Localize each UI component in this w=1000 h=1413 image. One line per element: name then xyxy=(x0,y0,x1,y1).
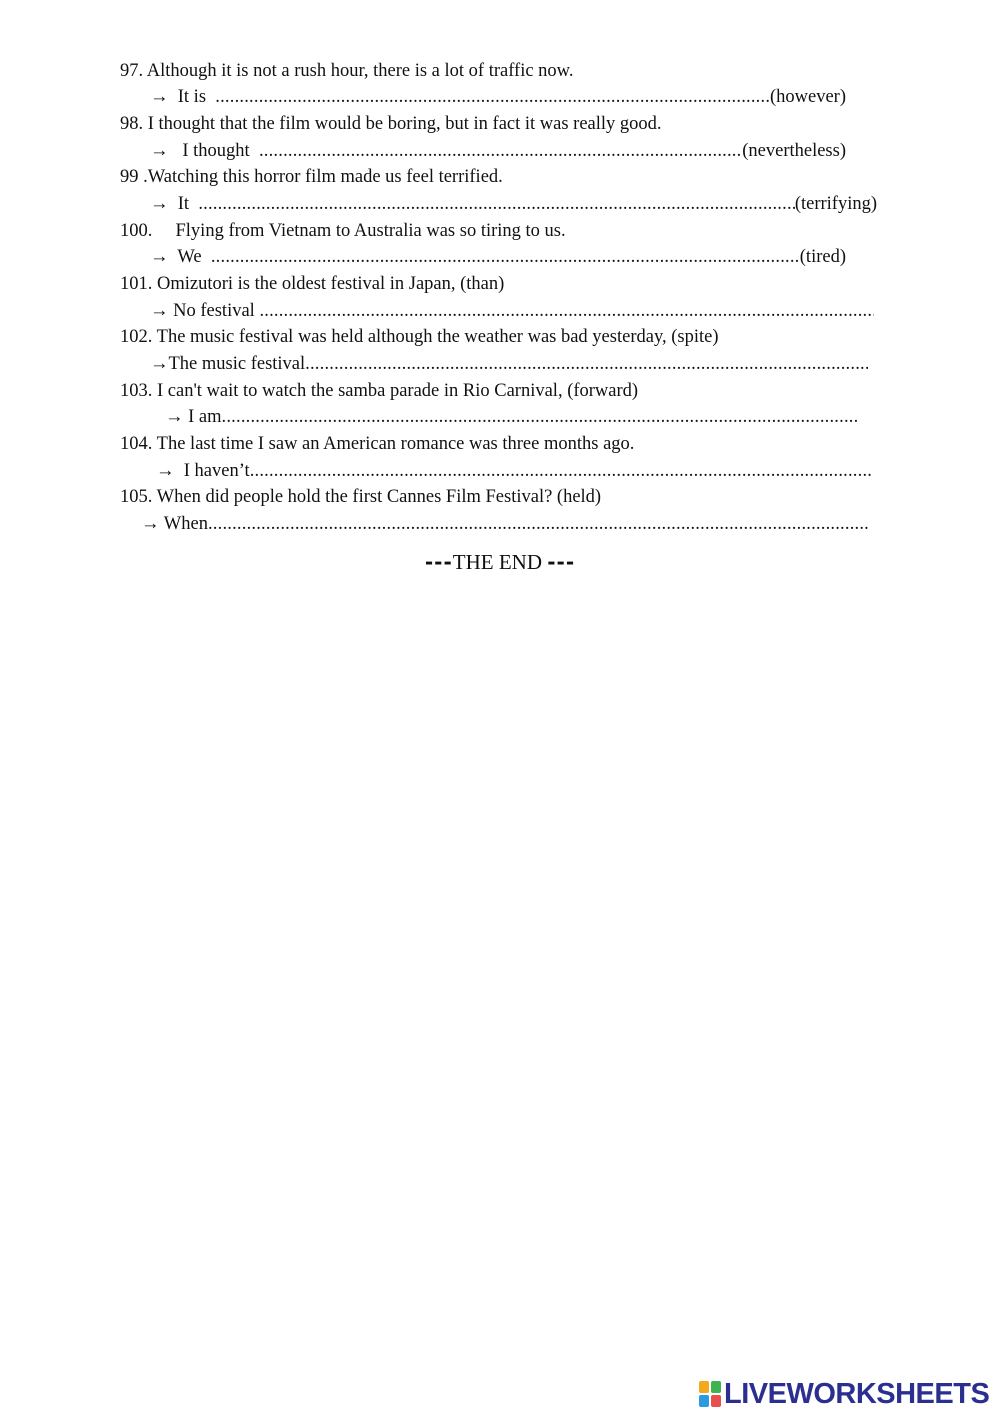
answer-line-102[interactable] xyxy=(150,351,868,378)
answer-prefix: → I haven’t xyxy=(156,461,250,481)
answer-prefix: →The music festival xyxy=(150,354,306,374)
answer-line-103[interactable] xyxy=(165,404,857,431)
logo-text: LIVEWORKSHEETS xyxy=(724,1378,990,1410)
liveworksheets-mark-icon xyxy=(698,1380,722,1408)
the-end-footer xyxy=(0,548,1000,576)
dashes-right: --- xyxy=(547,550,576,574)
answer-blank[interactable] xyxy=(208,511,868,538)
answer-line-100[interactable] xyxy=(150,244,846,271)
mark-tile xyxy=(711,1381,721,1393)
answer-blank[interactable] xyxy=(250,458,873,485)
question-98: 98. I thought that the film would be boring, but in fact it was really good. xyxy=(120,114,662,134)
question-100: 100. Flying from Vietnam to Australia was so tiring to us. xyxy=(120,221,566,241)
question-102: 102. The music festival was held although the weather was bad yesterday, (spite) xyxy=(120,327,719,347)
question-97: 97. Although it is not a rush hour, there is a lot of traffic now. xyxy=(120,61,574,81)
mark-tile xyxy=(699,1381,709,1393)
answer-blank[interactable] xyxy=(211,244,800,271)
answer-line-98[interactable] xyxy=(150,138,846,165)
answer-hint: (however) xyxy=(769,87,846,107)
answer-line-99[interactable] xyxy=(150,191,877,218)
answer-prefix: → I am xyxy=(165,407,222,427)
dashes-left: --- xyxy=(424,550,453,574)
answer-blank[interactable] xyxy=(259,298,874,325)
answer-prefix: → It xyxy=(150,194,199,214)
answer-prefix: → It is xyxy=(150,87,216,107)
answer-line-97[interactable] xyxy=(150,84,846,111)
mark-tile xyxy=(699,1395,709,1407)
mark-tile xyxy=(711,1395,721,1407)
answer-blank[interactable] xyxy=(222,404,857,431)
the-end-text: THE END xyxy=(452,550,542,574)
answer-blank[interactable] xyxy=(215,84,770,111)
liveworksheets-logo xyxy=(698,1378,989,1410)
answer-hint: (tired) xyxy=(799,247,846,267)
answer-hint: (terrifying) xyxy=(794,194,877,214)
answer-blank[interactable] xyxy=(259,138,742,165)
question-99: 99 .Watching this horror film made us feel terrified. xyxy=(120,167,503,187)
answer-line-101[interactable] xyxy=(150,298,874,325)
answer-prefix: → We xyxy=(150,247,211,267)
answer-line-105[interactable] xyxy=(141,511,868,538)
answer-prefix: → When xyxy=(141,514,208,534)
question-105: 105. When did people hold the first Cannes Film Festival? (held) xyxy=(120,487,602,507)
answer-blank[interactable] xyxy=(305,351,868,378)
answer-hint: (nevertheless) xyxy=(742,141,846,161)
answer-prefix: → No festival xyxy=(150,301,260,321)
answer-line-104[interactable] xyxy=(156,458,873,485)
answer-blank[interactable] xyxy=(198,191,795,218)
question-103: 103. I can't wait to watch the samba parade in Rio Carnival, (forward) xyxy=(120,381,639,401)
question-104: 104. The last time I saw an American romance was three months ago. xyxy=(120,434,635,454)
answer-prefix: → I thought xyxy=(150,141,259,161)
question-101: 101. Omizutori is the oldest festival in Japan, (than) xyxy=(120,274,505,294)
